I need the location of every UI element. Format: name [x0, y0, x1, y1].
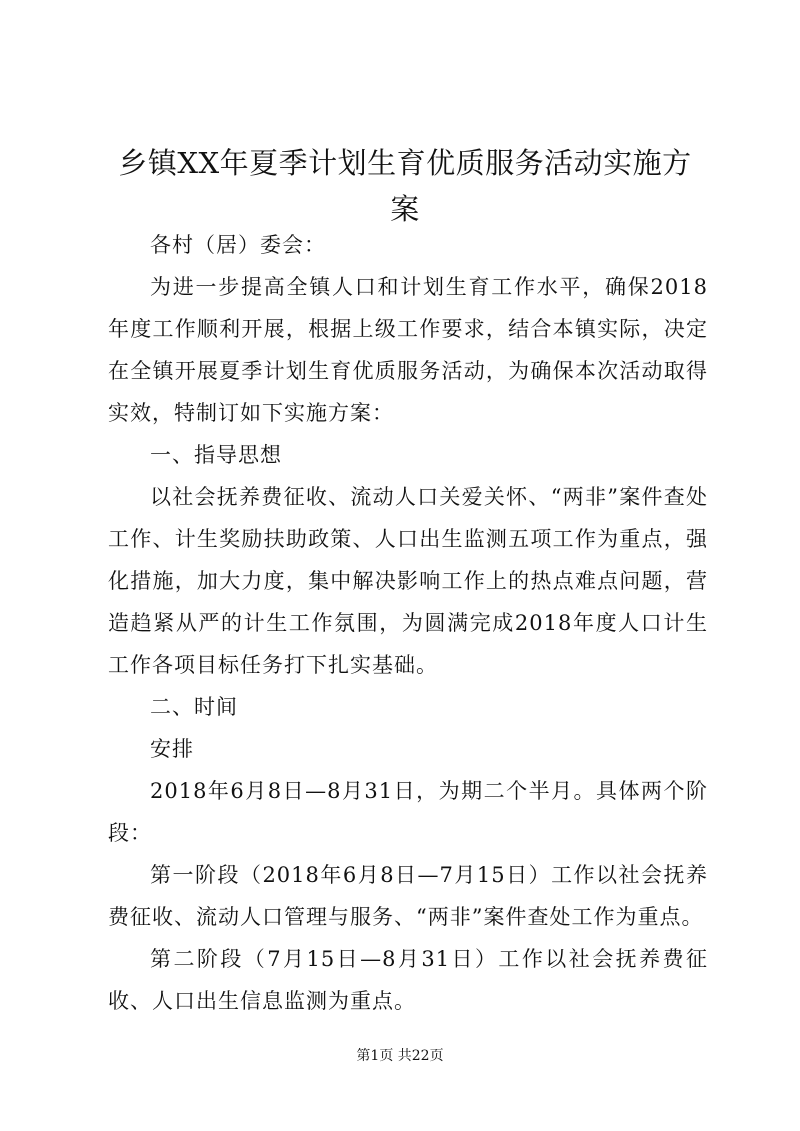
phase-two-paragraph: 第二阶段（7月15日—8月31日）工作以社会抚养费征收、人口出生信息监测为重点。: [108, 947, 708, 1013]
document-title: 乡镇XX年夏季计划生育优质服务活动实施方案: [118, 146, 692, 226]
page-number-footer: 第1页 共22页: [356, 1048, 444, 1064]
schedule-paragraph: 2018年6月8日—8月31日，为期二个半月。具体两个阶段：: [108, 779, 708, 845]
salutation-paragraph: 各村（居）委会：: [150, 233, 326, 257]
guiding-thought-paragraph: 以社会抚养费征收、流动人口关爱关怀、“两非”案件查处工作、计生奖励扶助政策、人口出生监测五项工作为重点，强化措施，加大力度，集中解决影响工作上的热点难点问题，营造趋紧从严的计生工作氛围，为圆满完成2018年度人口计生工作各项目标任务打下扎实基础。: [108, 485, 708, 677]
section-heading-guiding-thought: 一、指导思想: [150, 443, 282, 467]
intro-paragraph: 为进一步提高全镇人口和计划生育工作水平，确保2018年度工作顺利开展，根据上级工作要求，结合本镇实际，决定在全镇开展夏季计划生育优质服务活动，为确保本次活动取得实效，特制订如下实施方案：: [108, 275, 708, 425]
section-heading-arrangement: 安排: [150, 737, 194, 761]
phase-one-paragraph: 第一阶段（2018年6月8日—7月15日）工作以社会抚养费征收、流动人口管理与服务、“两非”案件查处工作为重点。: [108, 863, 708, 929]
document-body: [108, 224, 708, 1022]
section-heading-time: 二、时间: [150, 695, 238, 719]
